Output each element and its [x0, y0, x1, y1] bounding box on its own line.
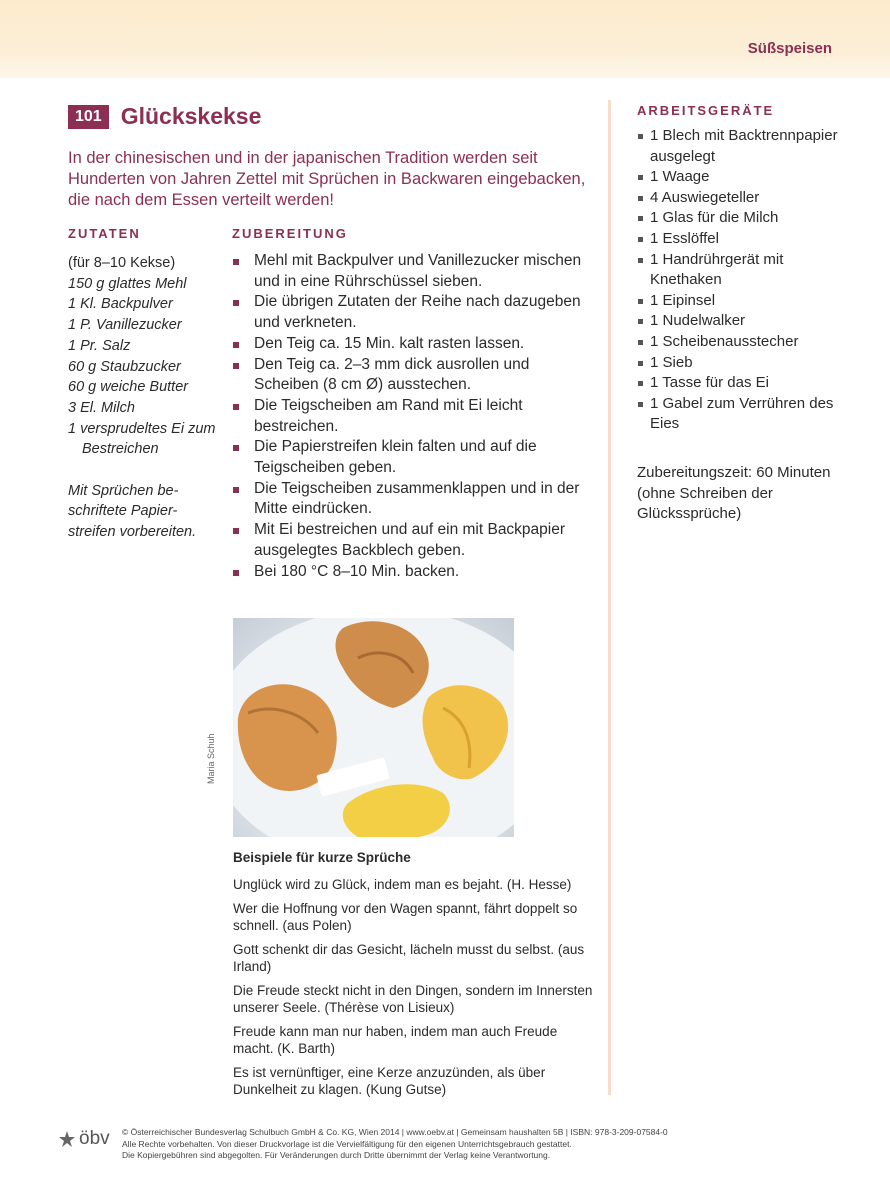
section-label: Süßspeisen [747, 40, 832, 57]
preparation-time: Zubereitungszeit: 60 Minuten (ohne Schreiben der Glückssprüche) [637, 464, 831, 523]
preparation-heading: ZUBEREITUNG [232, 226, 348, 241]
ingredient-note: Mit Sprüchen be- [68, 482, 179, 499]
equipment-item: 1 Blech mit Backtrennpapier ausgelegt [637, 126, 857, 167]
footer-line: Alle Rechte vorbehalten. Von dieser Druckvorlage ist die Vervielfältigung für den eigenen Unterrichtsgebrauch gestattet. [122, 1138, 572, 1149]
header-band [0, 0, 890, 78]
preparation-step: Die Papierstreifen klein falten und auf die Teigscheiben geben. [232, 437, 592, 478]
fortune-cookies-illustration [233, 618, 514, 837]
ingredient-item: Bestreichen [82, 441, 159, 458]
equipment-item: 1 Eipinsel [637, 291, 857, 312]
recipe-intro: In der chinesischen und in der japanischen Tradition werden seit Hunderten von Jahren Zettel mit Sprüchen in Backwaren eingebacken, die nach dem Essen verteilt werden! [68, 149, 586, 209]
ingredient-item: 60 g Staubzucker [68, 358, 181, 375]
equipment-column [637, 103, 857, 435]
saying-item: Die Freude steckt nicht in den Dingen, sondern im Innersten unserer Seele. (Thérèse von Lisieux) [233, 983, 593, 1015]
recipe-title: Glückskekse [120, 103, 262, 129]
equipment-item: 1 Esslöffel [637, 229, 857, 250]
preparation-step: Die Teigscheiben am Rand mit Ei leicht bestreichen. [232, 396, 592, 437]
photo-credit: Maria Schuh [206, 733, 216, 784]
sayings-heading: Beispiele für kurze Sprüche [233, 850, 411, 865]
recipe-number-badge: 101 [68, 105, 109, 129]
spacer [68, 460, 228, 481]
ingredient-item: 150 g glattes Mehl [68, 275, 187, 292]
preparation-step: Den Teig ca. 2–3 mm dick ausrollen und Scheiben (8 cm Ø) ausstechen. [232, 355, 592, 396]
equipment-item: 1 Nudelwalker [637, 311, 857, 332]
fortune-cookies-photo [233, 618, 514, 837]
equipment-item: 1 Scheibenausstecher [637, 332, 857, 353]
preparation-step: Bei 180 °C 8–10 Min. backen. [232, 562, 592, 583]
ingredient-item: 3 El. Milch [68, 399, 135, 416]
footer-line: Die Kopiergebühren sind abgegolten. Für Veränderungen durch Dritte übernimmt der Verlag keine Verantwortung. [122, 1150, 551, 1160]
equipment-item: 1 Sieb [637, 353, 857, 374]
saying-item: Gott schenkt dir das Gesicht, lächeln musst du selbst. (aus Irland) [233, 942, 585, 974]
publisher-logo [58, 1128, 110, 1150]
equipment-item: 1 Glas für die Milch [637, 208, 857, 229]
preparation-steps [232, 251, 592, 582]
ingredient-note: streifen vorbereiten. [68, 524, 197, 541]
ingredients-column [68, 226, 228, 543]
saying-item: Freude kann man nur haben, indem man auch Freude macht. (K. Barth) [233, 1024, 558, 1056]
preparation-step: Die Teigscheiben zusammenklappen und in der Mitte eindrücken. [232, 479, 592, 520]
ingredient-item: 60 g weiche Butter [68, 379, 189, 396]
footer-copyright [122, 1127, 842, 1162]
saying-item: Es ist vernünftiger, eine Kerze anzuzünden, als über Dunkelheit zu klagen. (Kung Gutse) [233, 1065, 546, 1097]
preparation-column [232, 226, 592, 582]
equipment-list [637, 126, 857, 435]
equipment-item: 1 Waage [637, 167, 857, 188]
ingredient-item: 1 versprudeltes Ei zum [68, 420, 216, 437]
equipment-item: 1 Gabel zum Verrühren des Eies [637, 394, 857, 435]
preparation-step: Die übrigen Zutaten der Reihe nach dazugeben und verkneten. [232, 292, 592, 333]
publisher-logo-text: öbv [79, 1128, 110, 1149]
column-divider [608, 100, 611, 1095]
footer-line: © Österreichischer Bundesverlag Schulbuch GmbH & Co. KG, Wien 2014 | www.oebv.at | Gemeinsam haushalten 5B | ISBN: 978-3-209-07584-0 [122, 1127, 668, 1137]
sayings-section [233, 850, 593, 1105]
saying-item: Unglück wird zu Glück, indem man es bejaht. (H. Hesse) [233, 877, 572, 892]
ingredient-item: 1 Pr. Salz [68, 337, 131, 354]
preparation-step: Mit Ei bestreichen und auf ein mit Backpapier ausgelegtes Backblech geben. [232, 520, 592, 561]
ingredient-item: 1 Kl. Backpulver [68, 296, 173, 313]
ingredient-note: schriftete Papier- [68, 503, 178, 520]
preparation-step: Den Teig ca. 15 Min. kalt rasten lassen. [232, 334, 592, 355]
saying-item: Wer die Hoffnung vor den Wagen spannt, fährt doppelt so schnell. (aus Polen) [233, 901, 578, 933]
ingredients-heading: ZUTATEN [68, 226, 141, 241]
star-icon [58, 1130, 76, 1148]
portion-info: (für 8–10 Kekse) [68, 255, 176, 271]
equipment-heading: ARBEITSGERÄTE [637, 103, 775, 118]
equipment-item: 1 Handrührgerät mit Knethaken [637, 250, 857, 291]
equipment-item: 1 Tasse für das Ei [637, 373, 857, 394]
recipe-title-row [68, 103, 261, 130]
ingredient-item: 1 P. Vanillezucker [68, 317, 182, 334]
equipment-item: 4 Auswiegeteller [637, 188, 857, 209]
preparation-step: Mehl mit Backpulver und Vanillezucker mischen und in eine Rührschüssel sieben. [232, 251, 592, 292]
